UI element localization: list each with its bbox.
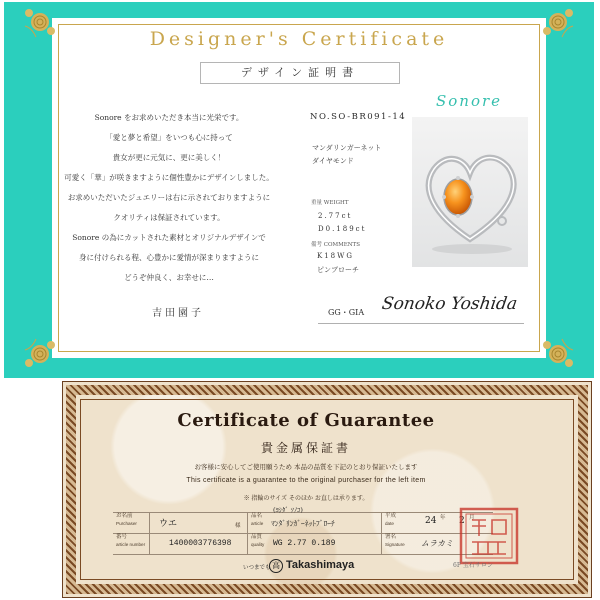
message-line: お求めいただいたジュエリーは右に示されておりますように <box>67 193 271 202</box>
message-line: どうぞ仲良く、お幸せに… <box>124 273 214 282</box>
designer-message <box>58 108 280 288</box>
message-line: 貴女が更に元気に、更に美しく！ <box>112 153 226 162</box>
table-rule <box>113 554 493 555</box>
staff-signature: ムラカミ <box>421 539 453 548</box>
certificate-subtitle: 貴金属保証書 <box>260 441 351 455</box>
store-logo-name: Takashimaya <box>286 559 355 571</box>
comment-value: K18WG <box>317 252 354 260</box>
purchaser-label-en: Purchaser <box>116 521 137 526</box>
certificate-subtitle: デザイン証明書 <box>200 62 400 84</box>
grading-labs: GG・GIA <box>328 308 365 317</box>
article-label-jp: 品名 <box>251 513 263 519</box>
certificate-title: Certificate of Guarantee <box>177 410 435 431</box>
gold-rose-ornament-icon <box>22 336 58 372</box>
guarantee-note-japanese: お客様に安心してご使用願うため 本品の品質を下記のとおり保証いたします <box>194 463 418 471</box>
date-label-jp: 平成 <box>385 513 397 519</box>
article-label-en: article <box>251 521 264 526</box>
comment-value: ピンブローチ <box>317 266 359 274</box>
message-line: Sonore をお求めいただき本当に光栄です。 <box>94 113 244 122</box>
comments-label: 備考 COMMENTS <box>311 242 360 248</box>
designer-name: 吉田園子 <box>152 308 204 319</box>
product-photo <box>412 117 528 267</box>
designers-certificate <box>4 2 594 378</box>
red-seal-icon <box>458 506 520 566</box>
guarantee-footnote: ※ 指輪のサイズ そのほか お直しは承ります。 <box>243 495 369 502</box>
date-label <box>385 513 396 527</box>
table-rule <box>113 533 493 534</box>
table-divider <box>381 512 382 554</box>
date-year: 24 <box>425 516 437 526</box>
material-name: ダイヤモンド <box>312 157 354 165</box>
store-department: 6F 宝石サロン <box>453 562 493 569</box>
table-rule <box>113 512 493 513</box>
material-name: マンダリンガーネット <box>312 144 382 152</box>
year-unit: 年 <box>440 515 446 521</box>
date-month: 2 <box>459 516 465 526</box>
purchaser-label-jp: お名前 <box>116 513 133 519</box>
item-number: NO.SO-BR091-14 <box>310 112 407 122</box>
article-number-label-jp: 番号 <box>116 534 128 540</box>
article-label <box>251 513 263 527</box>
signature-line <box>318 323 524 324</box>
article-reading: (ﾖｼﾀﾞ ｿﾉｺ) <box>273 506 303 514</box>
signature-label <box>385 534 405 548</box>
quality-label <box>251 534 264 548</box>
quality-label-en: quality <box>251 542 265 547</box>
heart-brooch-icon <box>412 117 528 267</box>
message-line: 可愛く「華」が咲きますように個性豊かにデザインしました。 <box>64 173 274 182</box>
month-unit: 月 <box>469 515 475 521</box>
takashimaya-logo-mark: 高 <box>269 559 283 573</box>
message-line: クオリティは保証されています。 <box>113 213 225 222</box>
article-number-label <box>116 534 145 548</box>
designer-signature: Sonoko Yoshida <box>380 294 519 314</box>
certificate-title: Designer's Certificate <box>149 28 449 50</box>
purchaser-name: ウエ <box>159 519 178 529</box>
article-number-label-en: article number <box>116 542 146 547</box>
guarantee-certificate <box>62 381 592 598</box>
honorific: 様 <box>235 523 241 529</box>
gold-rose-ornament-icon <box>540 336 576 372</box>
message-line: 「愛と夢と希望」をいつも心に持って <box>105 133 233 142</box>
purchaser-label <box>116 513 137 527</box>
table-divider <box>149 512 150 554</box>
message-line: 身に付けられる程、心豊かに愛情が深まりますように <box>79 253 259 262</box>
article-name: ﾏﾝﾀﾞﾘﾝｶﾞｰﾈｯﾄﾌﾞﾛｰﾁ <box>271 519 335 528</box>
guarantee-note-english: This certificate is a guarantee to the original purchaser for the left item <box>186 477 426 484</box>
brand-logo: Sonore <box>436 92 503 110</box>
signature-label-jp: 署名 <box>385 534 397 540</box>
weight-value: 2.77ct <box>318 212 353 220</box>
message-line: Sonore の為にカットされた素材とオリジナルデザインで <box>72 233 266 242</box>
article-number: 1400003776398 <box>169 539 232 548</box>
date-label-en: date <box>385 521 394 526</box>
table-divider <box>247 512 248 554</box>
signature-label-en: Signature <box>385 542 405 547</box>
logo-slogan: いつまでも <box>243 565 271 571</box>
quality-value: WG 2.77 0.189 <box>273 539 336 548</box>
weight-label: 重量 WEIGHT <box>311 200 349 206</box>
weight-value: D0.189ct <box>318 225 367 233</box>
quality-label-jp: 品質 <box>251 534 263 540</box>
